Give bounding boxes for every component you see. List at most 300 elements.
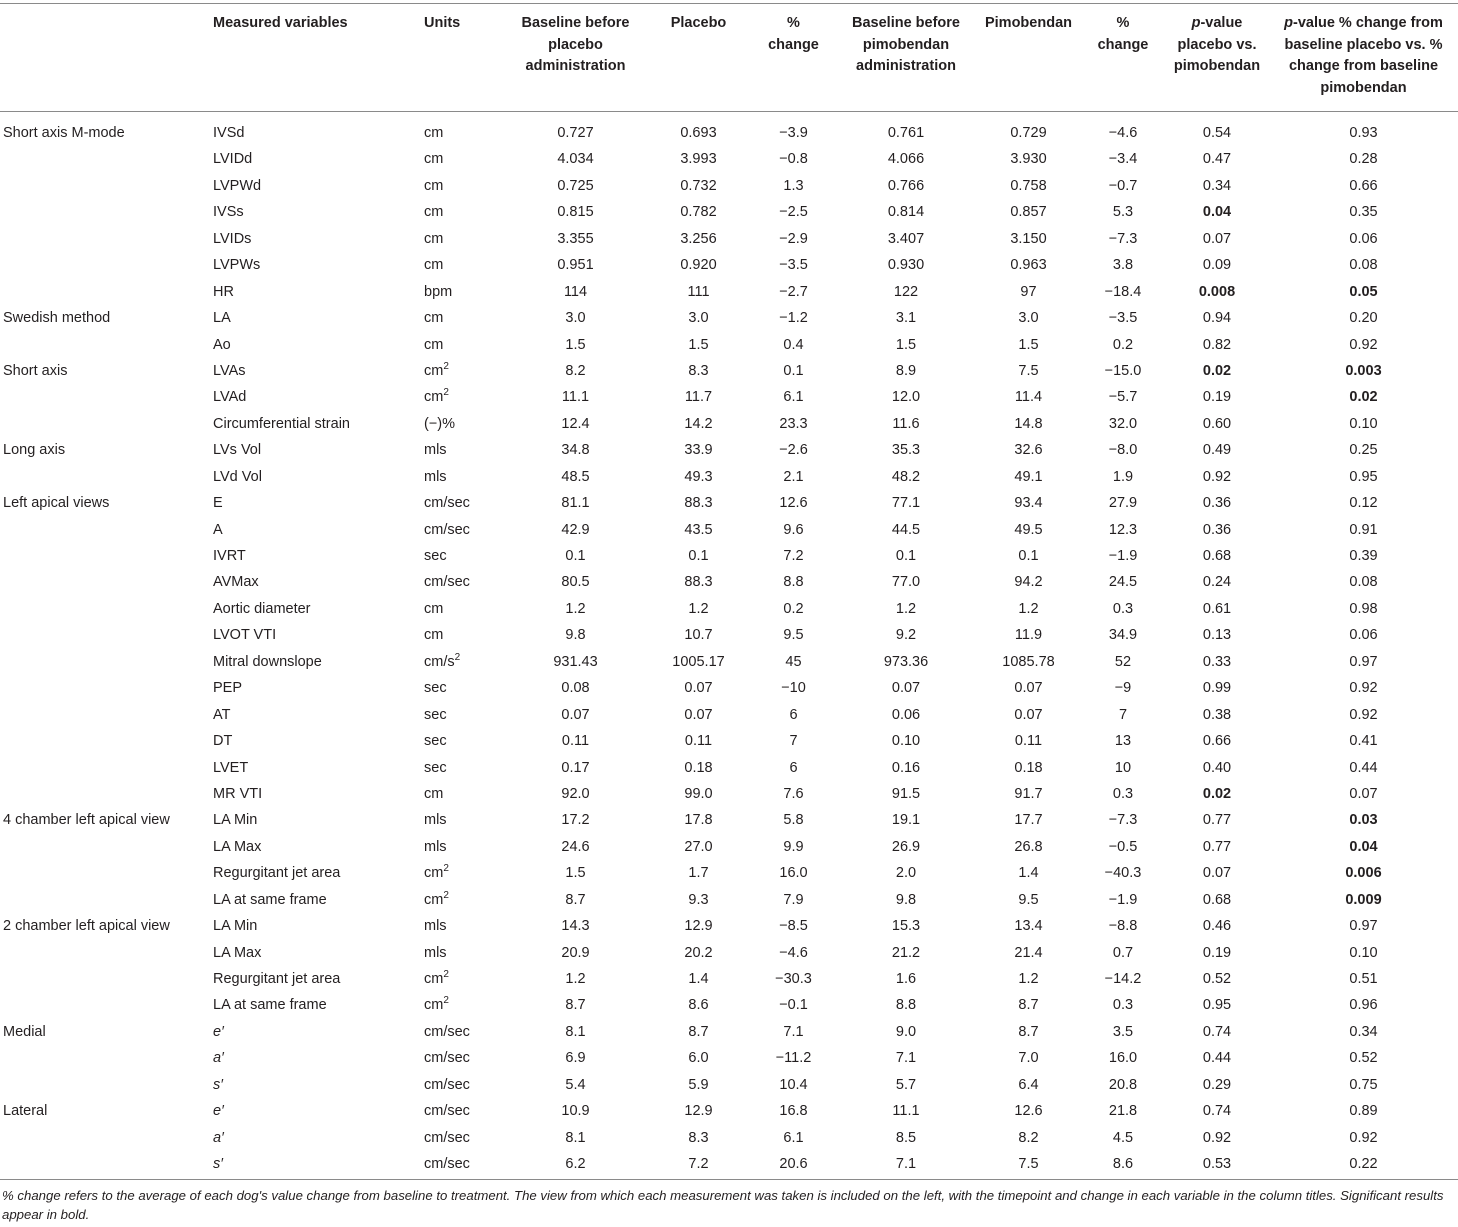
pct-change-pimobendan-cell: 3.8: [1112, 257, 1134, 274]
unit-text: cm/sec: [424, 1076, 470, 1093]
pvalue-placebo-vs-pimobendan-cell: 0.77: [1202, 838, 1232, 855]
baseline-pimobendan-cell: 0.761: [887, 125, 925, 142]
pimobendan-cell: 6.4: [1018, 1076, 1039, 1093]
pvalue-pct-change-cell: 0.06: [1349, 230, 1378, 247]
placebo-cell: 0.07: [684, 680, 713, 697]
baseline-placebo-cell: 20.9: [561, 944, 590, 961]
pct-change-placebo-cell: −10: [781, 680, 806, 697]
placebo-cell: 8.3: [688, 362, 709, 379]
header-pvalue-2: [1269, 4, 1458, 112]
baseline-placebo-cell: 80.5: [561, 574, 590, 591]
pimobendan-cell: 0.07: [1014, 706, 1043, 723]
pct-change-placebo-cell: −0.8: [779, 151, 808, 168]
view-cell: 2 chamber left apical view: [3, 918, 170, 935]
baseline-placebo-cell: 0.951: [557, 257, 594, 274]
pct-change-placebo-cell: 8.8: [783, 574, 804, 591]
pvalue-pct-change-cell: 0.12: [1349, 495, 1378, 512]
placebo-cell: 1.5: [688, 336, 709, 353]
table-row: [0, 146, 1458, 172]
table-row: [0, 226, 1458, 252]
unit-text: cm: [424, 362, 444, 379]
placebo-cell: 12.9: [684, 1103, 713, 1120]
view-cell: [0, 411, 208, 437]
variable-cell: IVRT: [213, 548, 246, 565]
variable-cell: LA Max: [213, 944, 262, 961]
pimobendan-cell: 1.4: [1018, 865, 1039, 882]
baseline-pimobendan-cell: 5.7: [895, 1076, 917, 1093]
placebo-cell: 8.3: [688, 1129, 709, 1146]
pvalue-pct-change-cell: 0.28: [1349, 151, 1378, 168]
pct-change-placebo-cell: −2.7: [779, 283, 808, 300]
table-row: [0, 1072, 1458, 1098]
units-cell: [419, 1124, 505, 1150]
table-row: [0, 622, 1458, 648]
view-cell: [0, 992, 208, 1018]
pct-change-pimobendan-cell: −9: [1114, 680, 1132, 697]
variable-cell: Regurgitant jet area: [213, 865, 341, 882]
baseline-pimobendan-cell: 11.1: [892, 1103, 920, 1120]
baseline-placebo-cell: 6.2: [505, 1151, 646, 1180]
units-cell: [419, 887, 505, 913]
pimobendan-cell: 9.5: [1018, 891, 1039, 908]
baseline-pimobendan-cell: 26.9: [891, 838, 921, 855]
pvalue-pct-change-cell: 0.34: [1349, 1023, 1378, 1040]
pvalue-placebo-vs-pimobendan-cell: 0.94: [1202, 310, 1232, 327]
units-cell: [419, 701, 505, 727]
pct-change-pimobendan-cell: −4.6: [1108, 125, 1138, 142]
results-table: [0, 3, 1458, 1180]
baseline-placebo-cell: 34.8: [561, 442, 590, 459]
pct-change-pimobendan-cell: 1.9: [1112, 468, 1134, 485]
pct-change-pimobendan-cell: −18.4: [1104, 283, 1142, 300]
unit-text: cm: [424, 971, 444, 988]
unit-text: sec: [424, 680, 447, 697]
pvalue-placebo-vs-pimobendan-cell: 0.36: [1202, 495, 1232, 512]
placebo-cell: 3.993: [680, 151, 717, 168]
header-row: [0, 4, 1458, 112]
baseline-pimobendan-cell: 35.3: [891, 442, 921, 459]
unit-superscript: 2: [443, 969, 449, 981]
pvalue-placebo-vs-pimobendan-cell: 0.74: [1202, 1103, 1232, 1120]
pct-change-pimobendan-cell: 0.7: [1112, 944, 1134, 961]
view-cell: 4 chamber left apical view: [3, 812, 170, 829]
pct-change-pimobendan-cell: −7.3: [1108, 230, 1138, 247]
placebo-cell: 1.2: [688, 600, 709, 617]
placebo-cell: 111: [687, 283, 710, 300]
pvalue-pct-change-cell: 0.93: [1349, 125, 1378, 142]
placebo-cell: 0.18: [684, 759, 713, 776]
pvalue-pct-change-cell: 0.96: [1349, 997, 1378, 1014]
unit-text: cm: [424, 310, 444, 327]
pct-change-pimobendan-cell: 52: [1114, 653, 1132, 670]
pct-change-placebo-cell: 9.5: [783, 627, 804, 644]
table-row: [0, 860, 1458, 886]
baseline-placebo-cell: 11.1: [561, 389, 590, 406]
table-row: [0, 887, 1458, 913]
pvalue-placebo-vs-pimobendan-cell: 0.04: [1202, 204, 1232, 221]
unit-text: mls: [424, 812, 447, 829]
pct-change-pimobendan-cell: 3.5: [1112, 1023, 1134, 1040]
view-cell: [0, 1151, 208, 1180]
baseline-placebo-cell: 9.8: [565, 627, 586, 644]
header-pimobendan: Pimobendan: [976, 4, 1081, 112]
baseline-placebo-cell: 48.5: [561, 468, 590, 485]
pvalue-placebo-vs-pimobendan-cell: 0.74: [1202, 1023, 1232, 1040]
pvalue-pct-change-cell: 0.92: [1349, 336, 1378, 353]
pvalue-pct-change-cell: 0.006: [1345, 865, 1382, 882]
pimobendan-cell: 14.8: [1014, 415, 1043, 432]
units-cell: [419, 1098, 505, 1124]
baseline-placebo-cell: 114: [563, 283, 588, 300]
table-row: [0, 939, 1458, 965]
pct-change-pimobendan-cell: −15.0: [1104, 362, 1142, 379]
pct-change-placebo-cell: 16.0: [779, 865, 808, 882]
pimobendan-cell: 11.9: [1014, 627, 1043, 644]
view-cell: [0, 966, 208, 992]
pct-change-pimobendan-cell: −3.4: [1108, 151, 1138, 168]
baseline-pimobendan-cell: 9.2: [895, 627, 917, 644]
pct-change-pimobendan-cell: 13: [1114, 733, 1132, 750]
pct-change-placebo-cell: 12.6: [779, 495, 808, 512]
pct-change-pimobendan-cell: 21.8: [1108, 1103, 1138, 1120]
pimobendan-cell: 1085.78: [1002, 653, 1055, 670]
variable-cell: PEP: [213, 680, 243, 697]
unit-text: cm: [424, 785, 444, 802]
baseline-pimobendan-cell: 9.8: [895, 891, 917, 908]
unit-text: cm/sec: [424, 1129, 470, 1146]
view-cell: [0, 252, 208, 278]
view-cell: [0, 569, 208, 595]
pimobendan-cell: 8.2: [1018, 1129, 1039, 1146]
pct-change-placebo-cell: −2.6: [779, 442, 808, 459]
table-row: [0, 411, 1458, 437]
baseline-pimobendan-cell: 1.2: [895, 600, 917, 617]
placebo-cell: 17.8: [684, 812, 713, 829]
pct-change-placebo-cell: 7.1: [783, 1023, 804, 1040]
pimobendan-cell: 0.11: [1014, 733, 1043, 750]
variable-cell: IVSd: [213, 125, 245, 142]
pct-change-pimobendan-cell: 0.2: [1112, 336, 1134, 353]
unit-text: sec: [424, 548, 447, 565]
units-cell: [419, 675, 505, 701]
pvalue-pct-change-cell: 0.08: [1349, 257, 1378, 274]
units-cell: [419, 331, 505, 357]
unit-text: cm/sec: [424, 1156, 470, 1173]
header-p1-rest: -value placebo vs. pimobendan: [1173, 15, 1261, 75]
variable-cell: Mitral downslope: [213, 653, 322, 670]
pvalue-placebo-vs-pimobendan-cell: 0.54: [1202, 125, 1232, 142]
table-row: [0, 569, 1458, 595]
variable-cell: a′: [213, 1050, 224, 1067]
pct-change-pimobendan-cell: 4.5: [1112, 1129, 1134, 1146]
table-row: [0, 358, 1458, 384]
variable-cell: LA at same frame: [213, 891, 327, 908]
units-cell: [419, 966, 505, 992]
placebo-cell: 0.11: [684, 733, 713, 750]
view-cell: [0, 331, 208, 357]
baseline-pimobendan-cell: 3.1: [895, 310, 917, 327]
pct-change-placebo-cell: 1.3: [783, 177, 804, 194]
view-cell: [0, 596, 208, 622]
baseline-pimobendan-cell: 0.814: [887, 204, 925, 221]
variable-cell: LVET: [213, 759, 249, 776]
baseline-pimobendan-cell: 122: [893, 283, 919, 300]
baseline-placebo-cell: 8.7: [565, 997, 586, 1014]
units-cell: [419, 278, 505, 304]
baseline-placebo-cell: 1.2: [565, 971, 586, 988]
unit-text: sec: [424, 759, 447, 776]
baseline-placebo-cell: 8.2: [565, 362, 586, 379]
baseline-pimobendan-cell: 0.06: [891, 706, 921, 723]
view-cell: [0, 146, 208, 172]
units-cell: [419, 781, 505, 807]
unit-text: cm: [424, 600, 444, 617]
view-cell: Lateral: [3, 1103, 48, 1120]
pvalue-pct-change-cell: 0.03: [1349, 812, 1378, 829]
pvalue-placebo-vs-pimobendan-cell: 0.07: [1202, 230, 1232, 247]
pvalue-placebo-vs-pimobendan-cell: 0.38: [1202, 706, 1232, 723]
pimobendan-cell: 3.0: [1018, 310, 1039, 327]
placebo-cell: 3.256: [680, 230, 717, 247]
pimobendan-cell: 13.4: [1014, 918, 1043, 935]
pvalue-pct-change-cell: 0.51: [1349, 971, 1378, 988]
baseline-placebo-cell: 0.1: [565, 548, 586, 565]
pct-change-pimobendan-cell: −7.3: [1108, 812, 1138, 829]
pimobendan-cell: 3.930: [1010, 151, 1047, 168]
table-row: [0, 675, 1458, 701]
header-pvalue-1: [1165, 4, 1269, 112]
baseline-placebo-cell: 0.17: [561, 759, 590, 776]
pct-change-placebo-cell: 23.3: [779, 415, 808, 432]
pvalue-pct-change-cell: 0.04: [1349, 838, 1378, 855]
units-cell: [419, 569, 505, 595]
placebo-cell: 8.7: [688, 1023, 709, 1040]
pvalue-pct-change-cell: 0.06: [1349, 627, 1378, 644]
baseline-placebo-cell: 4.034: [557, 151, 594, 168]
unit-text: cm/sec: [424, 495, 470, 512]
pvalue-pct-change-cell: 0.95: [1349, 468, 1378, 485]
variable-cell: AT: [213, 706, 231, 723]
pct-change-placebo-cell: 2.1: [783, 468, 804, 485]
baseline-placebo-cell: 12.4: [561, 415, 590, 432]
table-row: [0, 1098, 1458, 1124]
variable-cell: LVIDs: [213, 230, 252, 247]
pct-change-placebo-cell: −2.5: [779, 204, 808, 221]
pct-change-placebo-cell: 7.2: [783, 548, 804, 565]
view-cell: Long axis: [3, 442, 66, 459]
variable-cell: LVOT VTI: [213, 627, 277, 644]
baseline-placebo-cell: 42.9: [561, 521, 590, 538]
pct-change-placebo-cell: −0.1: [779, 997, 808, 1014]
pvalue-pct-change-cell: 0.25: [1349, 442, 1378, 459]
baseline-pimobendan-cell: 7.1: [895, 1050, 917, 1067]
pvalue-pct-change-cell: 0.07: [1349, 785, 1378, 802]
pvalue-pct-change-cell: 0.44: [1349, 759, 1378, 776]
units-cell: [419, 939, 505, 965]
baseline-placebo-cell: 17.2: [561, 812, 590, 829]
header-p2-rest: -value % change from baseline placebo vs. % change from baseline pimobendan: [1284, 15, 1443, 97]
variable-cell: Ao: [213, 336, 231, 353]
table-row: [0, 1151, 1458, 1180]
placebo-cell: 0.693: [680, 125, 717, 142]
pvalue-placebo-vs-pimobendan-cell: 0.60: [1202, 415, 1232, 432]
pvalue-pct-change-cell: 0.89: [1349, 1103, 1378, 1120]
unit-superscript: 2: [443, 889, 449, 901]
pvalue-pct-change-cell: 0.10: [1349, 415, 1378, 432]
pct-change-placebo-cell: −3.5: [779, 257, 808, 274]
variable-cell: LVPWd: [213, 177, 262, 194]
units-cell: [419, 1072, 505, 1098]
units-cell: [419, 728, 505, 754]
table-row: [0, 437, 1458, 463]
units-cell: [419, 543, 505, 569]
view-cell: [0, 622, 208, 648]
unit-text: cm/sec: [424, 1103, 470, 1120]
pct-change-placebo-cell: −3.9: [779, 125, 808, 142]
pct-change-placebo-cell: 7.9: [783, 891, 804, 908]
pct-change-placebo-cell: 9.6: [783, 521, 804, 538]
table-row: [0, 1124, 1458, 1150]
variable-cell: Circumferential strain: [213, 415, 350, 432]
unit-text: cm: [424, 389, 444, 406]
pvalue-placebo-vs-pimobendan-cell: 0.33: [1202, 653, 1232, 670]
pimobendan-cell: 0.857: [1010, 204, 1047, 221]
variable-cell: AVMax: [213, 574, 259, 591]
view-cell: [0, 939, 208, 965]
units-cell: [419, 305, 505, 331]
baseline-pimobendan-cell: 8.8: [895, 997, 917, 1014]
pvalue-pct-change-cell: 0.20: [1349, 310, 1378, 327]
placebo-cell: 1005.17: [672, 653, 725, 670]
view-cell: Short axis M-mode: [3, 125, 125, 142]
placebo-cell: 43.5: [684, 521, 713, 538]
table-row: [0, 754, 1458, 780]
pvalue-placebo-vs-pimobendan-cell: 0.36: [1202, 521, 1232, 538]
table-row: [0, 305, 1458, 331]
placebo-cell: 6.0: [688, 1050, 709, 1067]
pct-change-placebo-cell: −8.5: [779, 918, 808, 935]
pvalue-placebo-vs-pimobendan-cell: 0.29: [1202, 1076, 1232, 1093]
pct-change-placebo-cell: −2.9: [779, 230, 808, 247]
baseline-placebo-cell: 3.355: [557, 230, 594, 247]
pimobendan-cell: 21.4: [1014, 944, 1043, 961]
unit-text: cm: [424, 204, 444, 221]
pct-change-placebo-cell: 6.1: [783, 389, 804, 406]
baseline-pimobendan-cell: 21.2: [891, 944, 921, 961]
pct-change-pimobendan-cell: 10: [1114, 759, 1132, 776]
variable-cell: LVs Vol: [213, 442, 262, 459]
unit-superscript: 2: [454, 651, 461, 663]
pvalue-pct-change-cell: 0.10: [1349, 944, 1378, 961]
unit-text: mls: [424, 944, 447, 961]
view-cell: [0, 543, 208, 569]
pvalue-pct-change-cell: 0.05: [1349, 283, 1378, 300]
table-row: [0, 1019, 1458, 1045]
variable-cell: LVAs: [213, 362, 246, 379]
placebo-cell: 88.3: [684, 574, 713, 591]
unit-text: cm: [424, 891, 444, 908]
unit-text: cm/sec: [424, 574, 470, 591]
units-cell: [419, 146, 505, 172]
variable-cell: Aortic diameter: [213, 600, 311, 617]
units-cell: [419, 173, 505, 199]
baseline-placebo-cell: 1.2: [565, 600, 586, 617]
variable-cell: LVAd: [213, 389, 247, 406]
pct-change-pimobendan-cell: −1.9: [1108, 548, 1138, 565]
placebo-cell: 12.9: [684, 918, 713, 935]
pvalue-pct-change-cell: 0.22: [1269, 1151, 1458, 1180]
placebo-cell: 1.4: [688, 971, 709, 988]
baseline-pimobendan-cell: 0.07: [891, 680, 921, 697]
pct-change-placebo-cell: 7.6: [783, 785, 804, 802]
baseline-placebo-cell: 931.43: [553, 653, 598, 670]
unit-superscript: 2: [443, 387, 449, 399]
unit-text: mls: [424, 442, 447, 459]
units-cell: [419, 807, 505, 833]
pct-change-placebo-cell: 9.9: [783, 838, 804, 855]
table-row: [0, 464, 1458, 490]
variable-cell: LVIDd: [213, 151, 253, 168]
baseline-pimobendan-cell: 973.36: [883, 653, 929, 670]
view-cell: Medial: [3, 1023, 46, 1040]
variable-cell: E: [213, 495, 223, 512]
pvalue-pct-change-cell: 0.08: [1349, 574, 1378, 591]
pvalue-placebo-vs-pimobendan-cell: 0.99: [1202, 680, 1232, 697]
pvalue-placebo-vs-pimobendan-cell: 0.47: [1202, 151, 1232, 168]
view-cell: [0, 226, 208, 252]
view-cell: [0, 1124, 208, 1150]
placebo-cell: 7.2: [646, 1151, 751, 1180]
table-row: [0, 807, 1458, 833]
unit-text: sec: [424, 706, 447, 723]
placebo-cell: 0.782: [680, 204, 717, 221]
unit-superscript: 2: [443, 361, 449, 373]
placebo-cell: 88.3: [684, 495, 713, 512]
units-cell: [419, 437, 505, 463]
pvalue-pct-change-cell: 0.35: [1349, 204, 1378, 221]
pvalue-placebo-vs-pimobendan-cell: 0.19: [1202, 944, 1232, 961]
units-cell: [419, 622, 505, 648]
unit-text: cm: [424, 336, 444, 353]
pct-change-pimobendan-cell: 12.3: [1108, 521, 1138, 538]
header-units: Units: [419, 4, 505, 112]
pct-change-pimobendan-cell: 34.9: [1108, 627, 1138, 644]
pvalue-placebo-vs-pimobendan-cell: 0.46: [1202, 918, 1232, 935]
pvalue-pct-change-cell: 0.66: [1349, 177, 1378, 194]
header-p2-italic: p: [1284, 15, 1293, 31]
view-cell: [0, 887, 208, 913]
units-cell: [419, 464, 505, 490]
variable-cell: DT: [213, 733, 233, 750]
baseline-pimobendan-cell: 8.9: [895, 362, 917, 379]
pct-change-placebo-cell: 6: [789, 706, 798, 723]
variable-cell: Regurgitant jet area: [213, 971, 341, 988]
baseline-pimobendan-cell: 77.0: [891, 574, 921, 591]
variable-cell: LA Min: [213, 918, 258, 935]
baseline-pimobendan-cell: 11.6: [892, 415, 920, 432]
pct-change-placebo-cell: 45: [785, 653, 802, 670]
variable-cell: LA: [213, 310, 231, 327]
header-pct-pimo: % change: [1081, 4, 1165, 112]
baseline-pimobendan-cell: 0.766: [887, 177, 925, 194]
baseline-pimobendan-cell: 2.0: [895, 865, 917, 882]
pct-change-placebo-cell: −30.3: [775, 971, 812, 988]
table-row: [0, 384, 1458, 410]
placebo-cell: 5.9: [688, 1076, 709, 1093]
pimobendan-cell: 7.5: [1018, 362, 1039, 379]
pct-change-pimobendan-cell: 7: [1118, 706, 1128, 723]
variable-cell: LA Max: [213, 838, 262, 855]
